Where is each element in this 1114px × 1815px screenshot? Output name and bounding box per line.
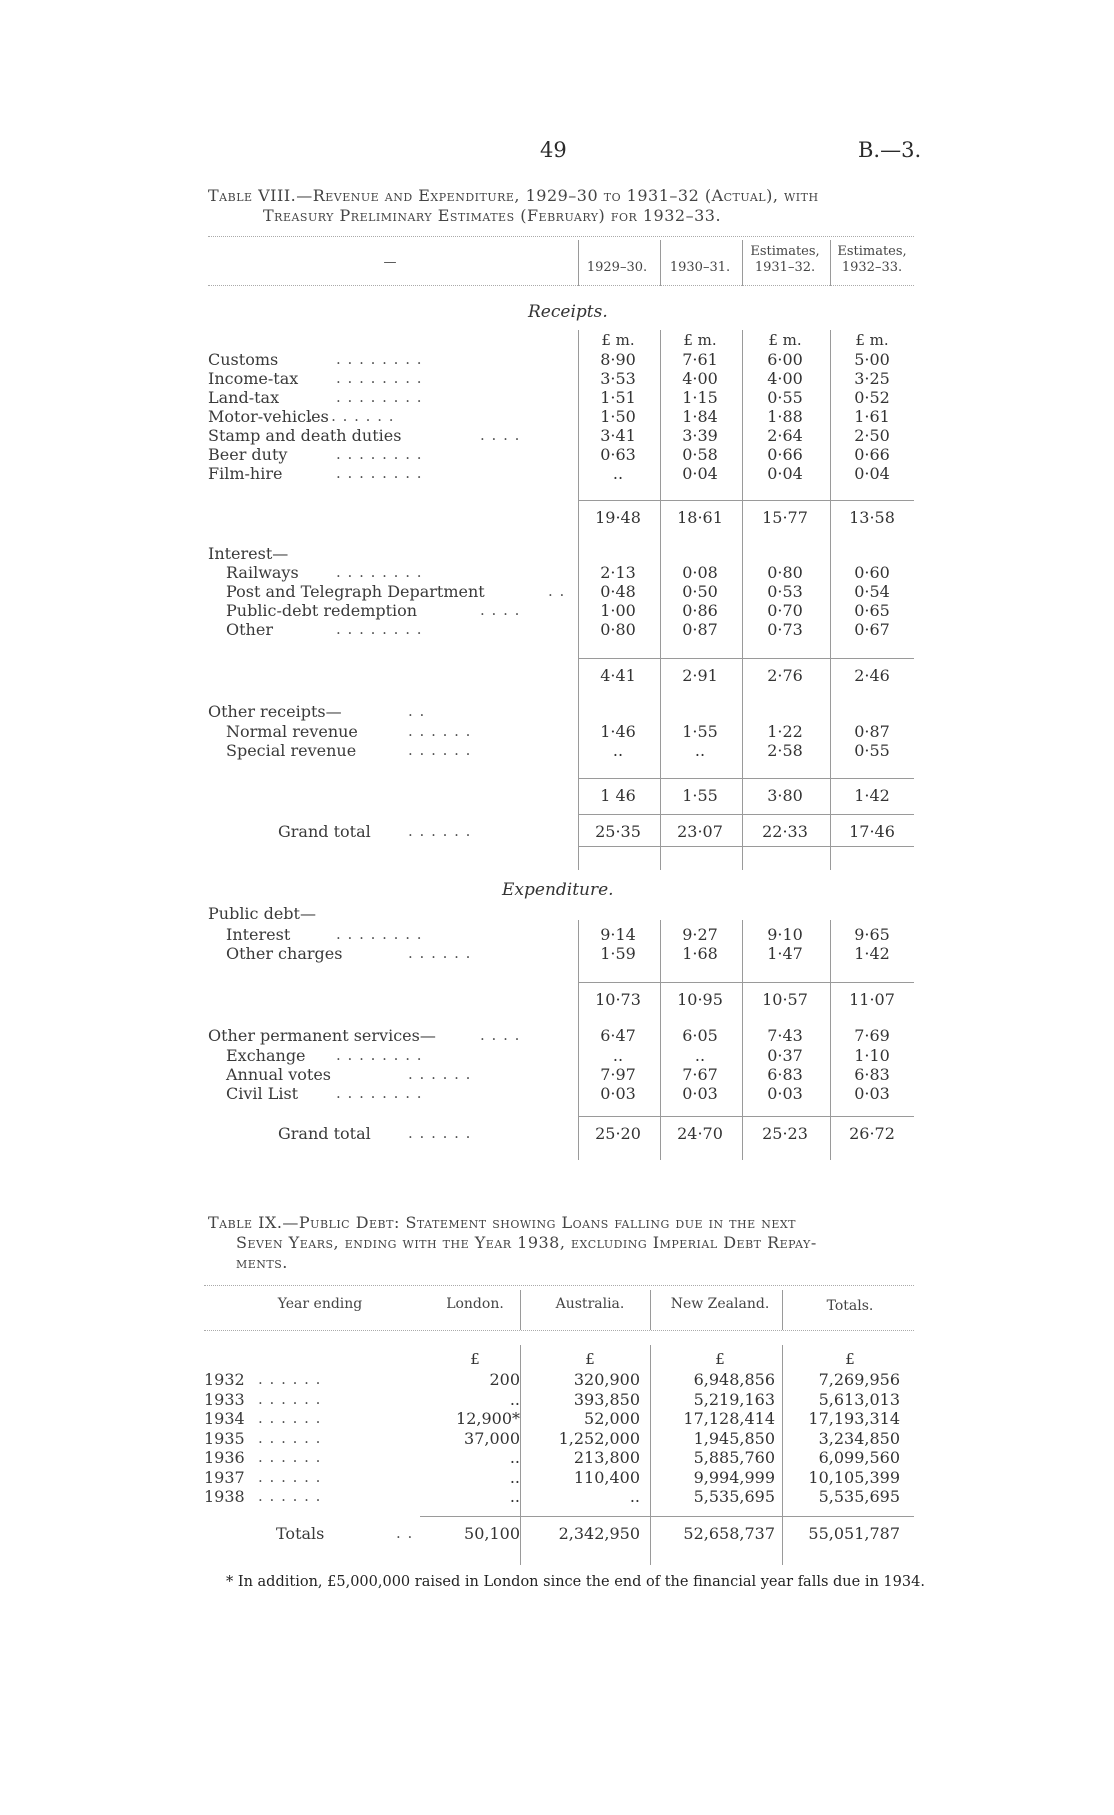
loan-value: 37,000 <box>464 1429 520 1448</box>
receipts-grand-total-col1: 25·35 <box>595 822 641 841</box>
other-permanent-item-value-col1: 0·03 <box>600 1084 636 1103</box>
expenditure-grand-total-col3: 25·23 <box>762 1124 808 1143</box>
loan-value: 1,945,850 <box>693 1429 775 1448</box>
loan-value: 12,900* <box>456 1409 520 1428</box>
leader-dots: . . . . . . <box>258 1409 322 1427</box>
interest-value-col3: 0·53 <box>767 582 803 601</box>
other-receipts-label: Normal revenue <box>226 722 358 741</box>
receipt-value-col1: 1·51 <box>600 388 636 407</box>
interest-heading: Interest— <box>208 544 289 563</box>
interest-subtotal-col1: 4·41 <box>600 666 636 685</box>
leader-dots: . . . . . . . . <box>336 925 423 943</box>
rule-line <box>420 1516 914 1517</box>
interest-value-col2: 0·86 <box>682 601 718 620</box>
other-receipts-subtotal-col2: 1·55 <box>682 786 718 805</box>
leader-dots: . . . . . . <box>408 944 472 962</box>
expenditure-heading: Expenditure. <box>502 880 614 900</box>
year-label: 1932 <box>204 1370 245 1389</box>
unit-label: £ <box>585 1350 595 1368</box>
unit-label: £ m. <box>768 331 802 349</box>
other-permanent-item-value-col2: 0·03 <box>682 1084 718 1103</box>
document-reference: B.—3. <box>858 138 922 162</box>
rule-line <box>578 1116 914 1117</box>
receipt-value-col3: 0·66 <box>767 445 803 464</box>
other-receipts-value-col3: 2·58 <box>767 741 803 760</box>
column-rule <box>782 1345 783 1565</box>
column-rule <box>650 1290 651 1330</box>
loan-value: 9,994,999 <box>693 1468 775 1487</box>
receipt-value-col1: 0·63 <box>600 445 636 464</box>
receipts-heading: Receipts. <box>528 302 608 322</box>
leader-dots: . . . . . . . . <box>336 388 423 406</box>
loan-value: 52,000 <box>584 1409 640 1428</box>
leader-dots: . . . . . . <box>408 1065 472 1083</box>
expenditure-grand-total-col1: 25·20 <box>595 1124 641 1143</box>
receipt-value-col3: 0·04 <box>767 464 803 483</box>
leader-dots: . . <box>548 582 566 600</box>
table8-col-1930: 1930–31. <box>669 260 731 275</box>
interest-label: Post and Telegraph Department <box>226 582 485 601</box>
rule-line <box>204 1330 914 1331</box>
leader-dots: . . . . . . . . <box>336 1084 423 1102</box>
loan-value: 5,885,760 <box>693 1448 775 1467</box>
public-debt-value-col4: 9·65 <box>854 925 890 944</box>
leader-dots: . . . . . . <box>408 1124 472 1142</box>
year-label: 1934 <box>204 1409 245 1428</box>
receipt-label: Stamp and death duties <box>208 426 402 445</box>
public-debt-subtotal-col1: 10·73 <box>595 990 641 1009</box>
interest-value-col3: 0·70 <box>767 601 803 620</box>
leader-dots: . . . . . . <box>258 1448 322 1466</box>
receipt-value-col4: 3·25 <box>854 369 890 388</box>
table9-col-totals: Totals. <box>826 1298 874 1314</box>
year-label: 1937 <box>204 1468 245 1487</box>
column-rule <box>650 1345 651 1565</box>
other-permanent-item-label: Exchange <box>226 1046 306 1065</box>
receipts-grand-total-label: Grand total <box>278 822 371 841</box>
public-debt-subtotal-col3: 10·57 <box>762 990 808 1009</box>
interest-value-col4: 0·60 <box>854 563 890 582</box>
table8-col-1929: 1929–30. <box>586 260 648 275</box>
table9-col-australia: Australia. <box>555 1296 625 1312</box>
other-permanent-item-value-col1: .. <box>612 1046 624 1065</box>
other-permanent-label: Other permanent services— <box>208 1026 436 1045</box>
leader-dots: . . . . <box>480 426 521 444</box>
receipt-value-col1: 1·50 <box>600 407 636 426</box>
receipt-value-col2: 1·84 <box>682 407 718 426</box>
receipts-subtotal-col3: 15·77 <box>762 508 808 527</box>
public-debt-value-col4: 1·42 <box>854 944 890 963</box>
receipt-value-col1: 3·53 <box>600 369 636 388</box>
loan-value: 200 <box>489 1370 520 1389</box>
receipt-value-col4: 0·04 <box>854 464 890 483</box>
table9-footnote: * In addition, £5,000,000 raised in London since the end of the financial year falls due in 1934. <box>226 1574 925 1590</box>
interest-value-col4: 0·65 <box>854 601 890 620</box>
rule-line <box>578 982 914 983</box>
leader-dots: . . . . <box>480 601 521 619</box>
year-label: 1935 <box>204 1429 245 1448</box>
public-debt-subtotal-col4: 11·07 <box>849 990 895 1009</box>
other-permanent-value-col3: 7·43 <box>767 1026 803 1045</box>
other-receipts-subtotal-col4: 1·42 <box>854 786 890 805</box>
receipt-value-col2: 0·58 <box>682 445 718 464</box>
unit-label: £ <box>470 1350 480 1368</box>
receipt-label: Income-tax <box>208 369 299 388</box>
interest-value-col1: 0·48 <box>600 582 636 601</box>
loan-value: .. <box>509 1390 520 1409</box>
column-rule <box>520 1345 521 1565</box>
interest-value-col2: 0·50 <box>682 582 718 601</box>
year-label: 1938 <box>204 1487 245 1506</box>
loan-value: .. <box>509 1448 520 1467</box>
table9-title-line1: Table IX.—Public Debt: Statement showing Loans falling due in the next <box>208 1213 797 1232</box>
year-label: 1936 <box>204 1448 245 1467</box>
interest-subtotal-col2: 2·91 <box>682 666 718 685</box>
leader-dots: . . . . . . <box>408 741 472 759</box>
receipt-label: Film-hire <box>208 464 283 483</box>
receipts-grand-total-col2: 23·07 <box>677 822 723 841</box>
receipt-value-col2: 1·15 <box>682 388 718 407</box>
interest-subtotal-col3: 2·76 <box>767 666 803 685</box>
receipt-value-col2: 0·04 <box>682 464 718 483</box>
other-permanent-item-value-col2: .. <box>694 1046 706 1065</box>
receipt-value-col3: 0·55 <box>767 388 803 407</box>
public-debt-value-col2: 9·27 <box>682 925 718 944</box>
other-receipts-label: Special revenue <box>226 741 357 760</box>
leader-dots: . . . . . . <box>258 1468 322 1486</box>
loan-value: 5,535,695 <box>693 1487 775 1506</box>
receipt-value-col4: 2·50 <box>854 426 890 445</box>
receipt-value-col3: 6·00 <box>767 350 803 369</box>
leader-dots: . . . . . . . . <box>336 445 423 463</box>
interest-value-col1: 2·13 <box>600 563 636 582</box>
table8-col-est-1932: Estimates, 1932–33. <box>837 244 907 275</box>
public-debt-label: Interest <box>226 925 291 944</box>
leader-dots: . . . . . . . . <box>336 620 423 638</box>
other-receipts-heading: Other receipts— <box>208 702 342 721</box>
loan-value: 393,850 <box>573 1390 640 1409</box>
loan-value: 320,900 <box>573 1370 640 1389</box>
rule-line <box>578 500 914 501</box>
unit-label: £ <box>845 1350 855 1368</box>
receipts-subtotal-col1: 19·48 <box>595 508 641 527</box>
other-permanent-value-col1: 6·47 <box>600 1026 636 1045</box>
leader-dots: . . . . . . <box>408 822 472 840</box>
public-debt-heading: Public debt— <box>208 904 316 923</box>
other-receipts-value-col1: .. <box>612 741 624 760</box>
public-debt-value-col3: 1·47 <box>767 944 803 963</box>
interest-value-col3: 0·73 <box>767 620 803 639</box>
rule-line <box>578 846 914 847</box>
table8-title-line1: Table VIII.—Revenue and Expenditure, 1929–30 to 1931–32 (Actual), with <box>208 186 819 205</box>
page-number: 49 <box>540 138 567 162</box>
expenditure-grand-total-col4: 26·72 <box>849 1124 895 1143</box>
receipt-label: Land-tax <box>208 388 280 407</box>
table9-title-line2: Seven Years, ending with the Year 1938, excluding Imperial Debt Repay- <box>236 1233 817 1252</box>
rule-line <box>578 778 914 779</box>
receipt-label: Customs <box>208 350 279 369</box>
leader-dots: . . . . . . . . <box>336 563 423 581</box>
other-permanent-item-value-col4: 0·03 <box>854 1084 890 1103</box>
other-receipts-subtotal-col1: 1 46 <box>600 786 636 805</box>
loan-value: 5,535,695 <box>818 1487 900 1506</box>
rule-line <box>578 814 914 815</box>
interest-label: Other <box>226 620 273 639</box>
leader-dots: . . . . . . . . <box>336 464 423 482</box>
receipts-grand-total-col3: 22·33 <box>762 822 808 841</box>
receipt-label: Motor-vehicles <box>208 407 329 426</box>
interest-label: Public-debt redemption <box>226 601 418 620</box>
unit-label: £ m. <box>855 331 889 349</box>
interest-value-col1: 0·80 <box>600 620 636 639</box>
loan-value: 10,105,399 <box>808 1468 900 1487</box>
other-permanent-item-label: Civil List <box>226 1084 299 1103</box>
interest-value-col4: 0·54 <box>854 582 890 601</box>
public-debt-value-col3: 9·10 <box>767 925 803 944</box>
loan-value: 17,193,314 <box>808 1409 900 1428</box>
leader-dots: . . . . . . <box>258 1370 322 1388</box>
leader-dots: . . . . . . . . <box>336 369 423 387</box>
other-permanent-item-value-col3: 0·37 <box>767 1046 803 1065</box>
loan-value: 213,800 <box>573 1448 640 1467</box>
other-permanent-item-label: Annual votes <box>226 1065 331 1084</box>
other-permanent-item-value-col3: 6·83 <box>767 1065 803 1084</box>
loan-value: 17,128,414 <box>683 1409 775 1428</box>
receipt-value-col3: 2·64 <box>767 426 803 445</box>
public-debt-value-col1: 9·14 <box>600 925 636 944</box>
loan-value: 5,219,163 <box>693 1390 775 1409</box>
leader-dots: . . . . . . <box>258 1487 322 1505</box>
loan-value: 5,613,013 <box>818 1390 900 1409</box>
receipts-subtotal-col4: 13·58 <box>849 508 895 527</box>
table8-col-est-1931: Estimates, 1931–32. <box>750 244 820 275</box>
other-receipts-value-col4: 0·87 <box>854 722 890 741</box>
other-receipts-value-col4: 0·55 <box>854 741 890 760</box>
receipt-value-col4: 0·66 <box>854 445 890 464</box>
unit-label: £ <box>715 1350 725 1368</box>
other-receipts-value-col1: 1·46 <box>600 722 636 741</box>
public-debt-subtotal-col2: 10·95 <box>677 990 723 1009</box>
public-debt-label: Other charges <box>226 944 343 963</box>
receipt-value-col2: 4·00 <box>682 369 718 388</box>
rule-line <box>204 1285 914 1286</box>
receipt-value-col4: 5·00 <box>854 350 890 369</box>
leader-dots: . . . . . . . . <box>336 1046 423 1064</box>
table8-title-line2: Treasury Preliminary Estimates (February) for 1932–33. <box>263 206 722 225</box>
receipts-subtotal-col2: 18·61 <box>677 508 723 527</box>
unit-label: £ m. <box>601 331 635 349</box>
table9-col-year: Year ending <box>277 1296 363 1312</box>
unit-label: £ m. <box>683 331 717 349</box>
interest-value-col1: 1·00 <box>600 601 636 620</box>
other-receipts-subtotal-col3: 3·80 <box>767 786 803 805</box>
leader-dots: . . . . . . <box>258 1429 322 1447</box>
other-receipts-value-col2: .. <box>694 741 706 760</box>
leader-dots: . . . . . . . . <box>336 350 423 368</box>
leader-dots: . . . . . . <box>408 722 472 740</box>
loan-value: 6,948,856 <box>693 1370 775 1389</box>
receipt-value-col3: 4·00 <box>767 369 803 388</box>
table9-col-london: London. <box>446 1296 504 1312</box>
other-permanent-item-value-col4: 1·10 <box>854 1046 890 1065</box>
loan-value: 110,400 <box>573 1468 640 1487</box>
public-debt-value-col2: 1·68 <box>682 944 718 963</box>
interest-value-col4: 0·67 <box>854 620 890 639</box>
leader-dots: . . . . . . . . <box>308 407 395 425</box>
receipt-label: Beer duty <box>208 445 288 464</box>
other-receipts-value-col2: 1·55 <box>682 722 718 741</box>
loan-value: 6,099,560 <box>818 1448 900 1467</box>
other-permanent-item-value-col2: 7·67 <box>682 1065 718 1084</box>
rule-line <box>578 658 914 659</box>
interest-label: Railways <box>226 563 299 582</box>
other-permanent-item-value-col3: 0·03 <box>767 1084 803 1103</box>
table9-col-new-zealand: New Zealand. <box>670 1296 770 1312</box>
leader-dots: . . <box>408 702 426 720</box>
totals-value: 2,342,950 <box>558 1524 640 1543</box>
receipt-value-col4: 0·52 <box>854 388 890 407</box>
other-receipts-value-col3: 1·22 <box>767 722 803 741</box>
receipt-value-col1: .. <box>612 464 624 483</box>
rule-line <box>208 236 914 237</box>
interest-subtotal-col4: 2·46 <box>854 666 890 685</box>
loan-value: 7,269,956 <box>818 1370 900 1389</box>
receipts-grand-total-col4: 17·46 <box>849 822 895 841</box>
table8-col-stub: — <box>383 255 397 270</box>
interest-value-col2: 0·08 <box>682 563 718 582</box>
public-debt-value-col1: 1·59 <box>600 944 636 963</box>
year-label: 1933 <box>204 1390 245 1409</box>
loan-value: .. <box>629 1487 640 1506</box>
totals-value: 50,100 <box>464 1524 520 1543</box>
receipt-value-col2: 3·39 <box>682 426 718 445</box>
other-permanent-value-col4: 7·69 <box>854 1026 890 1045</box>
leader-dots: . . . . . . <box>258 1390 322 1408</box>
loan-value: 3,234,850 <box>818 1429 900 1448</box>
receipt-value-col3: 1·88 <box>767 407 803 426</box>
loan-value: 1,252,000 <box>558 1429 640 1448</box>
expenditure-grand-total-label: Grand total <box>278 1124 371 1143</box>
leader-dots: . . <box>396 1524 414 1542</box>
interest-value-col2: 0·87 <box>682 620 718 639</box>
loan-value: .. <box>509 1468 520 1487</box>
receipt-value-col1: 8·90 <box>600 350 636 369</box>
rule-line <box>208 285 914 286</box>
receipt-value-col2: 7·61 <box>682 350 718 369</box>
other-permanent-value-col2: 6·05 <box>682 1026 718 1045</box>
other-permanent-item-value-col1: 7·97 <box>600 1065 636 1084</box>
expenditure-grand-total-col2: 24·70 <box>677 1124 723 1143</box>
totals-value: 52,658,737 <box>683 1524 775 1543</box>
receipt-value-col1: 3·41 <box>600 426 636 445</box>
other-permanent-item-value-col4: 6·83 <box>854 1065 890 1084</box>
totals-value: 55,051,787 <box>808 1524 900 1543</box>
leader-dots: . . . . <box>480 1026 521 1044</box>
table9-title-line3: ments. <box>236 1253 288 1272</box>
interest-value-col3: 0·80 <box>767 563 803 582</box>
totals-label: Totals <box>276 1524 325 1543</box>
loan-value: .. <box>509 1487 520 1506</box>
receipt-value-col4: 1·61 <box>854 407 890 426</box>
